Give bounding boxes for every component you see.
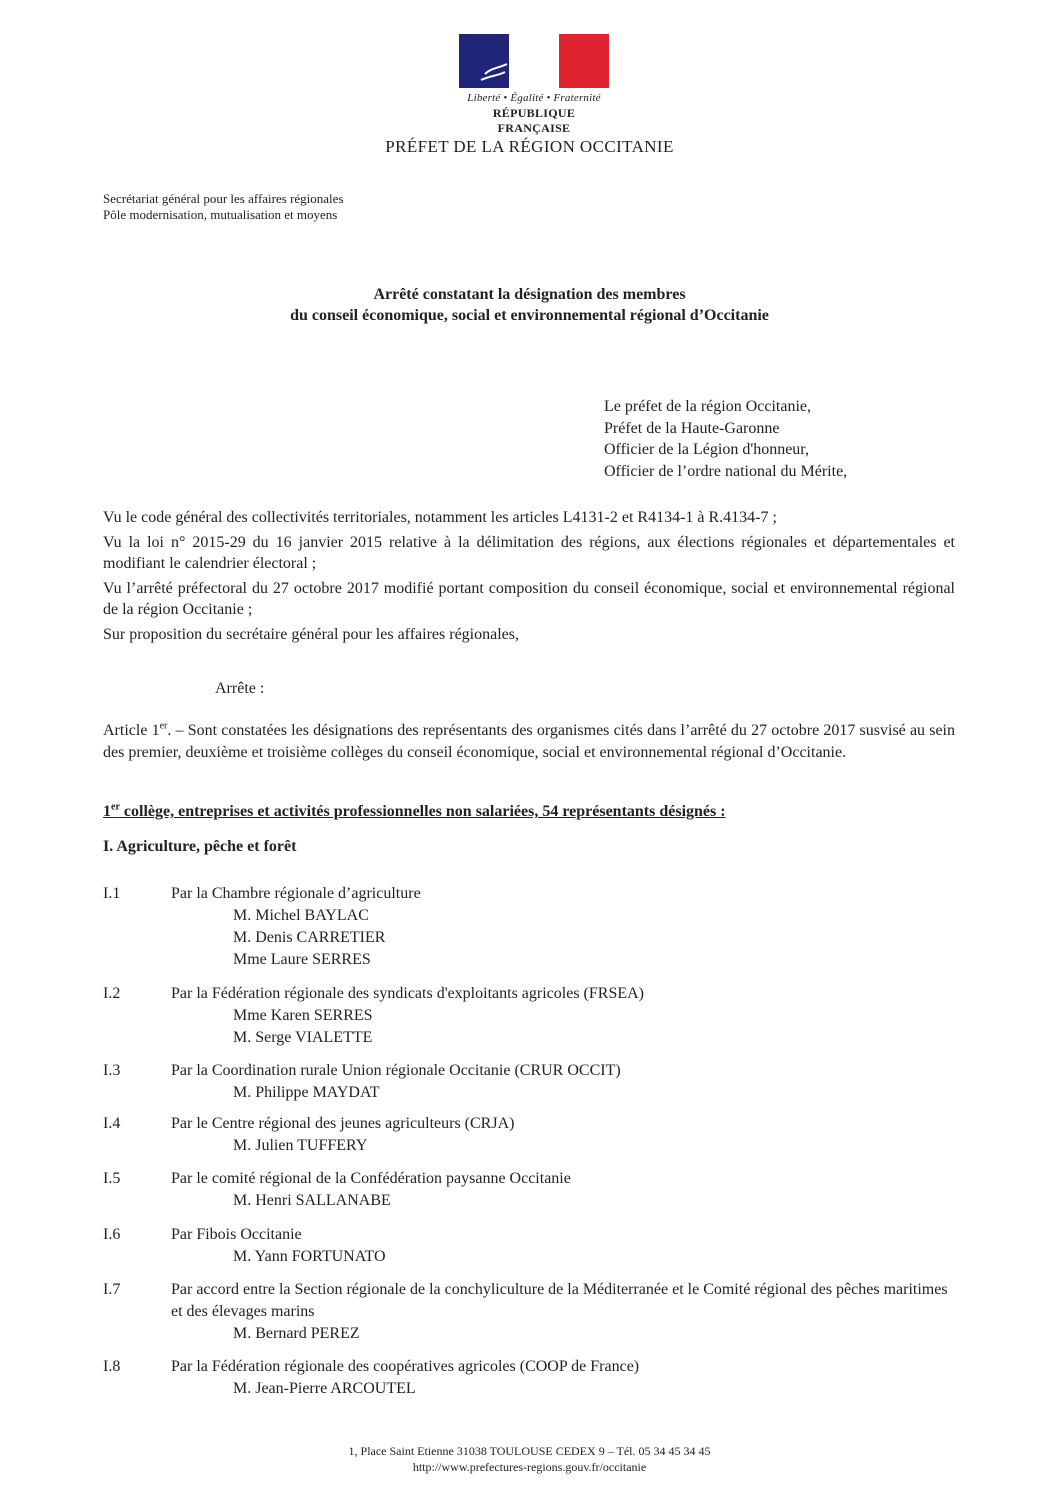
list-item <box>103 1060 955 1104</box>
visa-paragraph: Vu le code général des collectivités territoriales, notamment les articles L4131-2 et R4134-1 à R.4134-7 ; <box>103 509 777 526</box>
prefect-title-line: Officier de la Légion d'honneur, <box>604 441 809 458</box>
prefet-heading: PRÉFET DE LA RÉGION OCCITANIE <box>385 137 674 156</box>
document-title <box>0 284 1059 326</box>
prefect-title-line: Officier de l’ordre national du Mérite, <box>604 462 848 480</box>
member-name: Mme Laure SERRES <box>233 951 371 968</box>
college-heading: 1er collège, entreprises et activités professionnelles non salariées, 54 représentants désignés : <box>103 801 726 820</box>
item-number: I.6 <box>103 1226 121 1243</box>
member-name: M. Julien TUFFERY <box>233 1137 368 1154</box>
republic-motto: Liberté • Égalité • Fraternité <box>467 92 601 104</box>
marianne-profile-icon <box>459 34 609 88</box>
item-number: I.2 <box>103 985 121 1002</box>
item-number: I.8 <box>103 1358 121 1375</box>
list-item <box>103 883 955 971</box>
visas-block <box>103 507 955 649</box>
member-name: M. Henri SALLANABE <box>233 1192 391 1209</box>
member-name: Mme Karen SERRES <box>233 1007 373 1024</box>
item-number: I.3 <box>103 1062 121 1079</box>
footer-url[interactable]: http://www.prefectures-regions.gouv.fr/occitanie <box>412 1460 647 1474</box>
item-organization: Par le Centre régional des jeunes agriculteurs (CRJA) <box>171 1115 515 1132</box>
item-organization: Par le comité régional de la Confédération paysanne Occitanie <box>171 1170 571 1187</box>
service-line: Pôle modernisation, mutualisation et moyens <box>103 207 338 222</box>
title-line: Arrêté constatant la désignation des membres <box>373 286 686 303</box>
republic-name: RÉPUBLIQUE FRANÇAISE <box>492 106 576 135</box>
list-item <box>103 983 955 1049</box>
prefect-title-line: Le préfet de la région Occitanie, <box>604 398 811 415</box>
item-organization: Par la Coordination rurale Union régionale Occitanie (CRUR OCCIT) <box>171 1062 621 1079</box>
item-organization: Par la Fédération régionale des syndicats d'exploitants agricoles (FRSEA) <box>171 985 644 1002</box>
article-1 <box>103 720 955 763</box>
list-item <box>103 1356 955 1400</box>
member-name: M. Yann FORTUNATO <box>233 1248 386 1265</box>
member-name: M. Jean-Pierre ARCOUTEL <box>233 1380 416 1397</box>
list-item <box>103 1224 955 1268</box>
visa-paragraph: Vu la loi n° 2015-29 du 16 janvier 2015 relative à la délimitation des régions, aux élections régionales et départementales et modifiant le calendrier électoral ; <box>103 534 955 572</box>
item-number: I.4 <box>103 1115 121 1132</box>
prefect-title-line: Préfet de la Haute-Garonne <box>604 419 780 437</box>
item-number: I.5 <box>103 1170 121 1187</box>
footer-address: 1, Place Saint Etienne 31038 TOULOUSE CEDEX 9 – Tél. 05 34 45 34 45 <box>348 1444 711 1458</box>
member-name: M. Philippe MAYDAT <box>233 1084 380 1101</box>
list-item <box>103 1168 955 1212</box>
list-item <box>103 1113 955 1157</box>
member-name: M. Michel BAYLAC <box>233 907 369 924</box>
item-number: I.1 <box>103 885 121 902</box>
arrete-label: Arrête : <box>215 680 265 697</box>
article-text: Sont constatées les désignations des représentants des organismes cités dans l’arrêté du 27 octobre 2017 susvisé au sein des premier, deuxième et troisième collèges du conseil économique, social et environnemental régional d’Occitanie. <box>103 722 956 761</box>
member-name: M. Serge VIALETTE <box>233 1029 373 1046</box>
page-footer <box>0 1443 1059 1475</box>
article-label: Article 1er. – <box>103 720 184 739</box>
item-number: I.7 <box>103 1281 121 1298</box>
member-name: M. Bernard PEREZ <box>233 1325 360 1342</box>
prefect-titles <box>604 396 847 482</box>
member-name: M. Denis CARRETIER <box>233 929 386 946</box>
item-organization: Par accord entre la Section régionale de la conchyliculture de la Méditerranée et le Comité régional des pêches maritimes et des élevages marins <box>171 1281 948 1320</box>
item-organization: Par Fibois Occitanie <box>171 1226 302 1243</box>
item-organization: Par la Fédération régionale des coopératives agricoles (COOP de France) <box>171 1358 640 1375</box>
republic-logo <box>459 34 609 136</box>
item-organization: Par la Chambre régionale d’agriculture <box>171 885 421 902</box>
list-item <box>103 1279 955 1345</box>
issuing-service <box>103 191 344 223</box>
section-heading: I. Agriculture, pêche et forêt <box>103 838 297 855</box>
service-line: Secrétariat général pour les affaires régionales <box>103 191 344 206</box>
visa-paragraph: Vu l’arrêté préfectoral du 27 octobre 2017 modifié portant composition du conseil économique, social et environnemental régional de la région Occitanie ; <box>103 580 955 618</box>
visa-paragraph: Sur proposition du secrétaire général pour les affaires régionales, <box>103 626 519 643</box>
title-line: du conseil économique, social et environnemental régional d’Occitanie <box>290 307 769 324</box>
